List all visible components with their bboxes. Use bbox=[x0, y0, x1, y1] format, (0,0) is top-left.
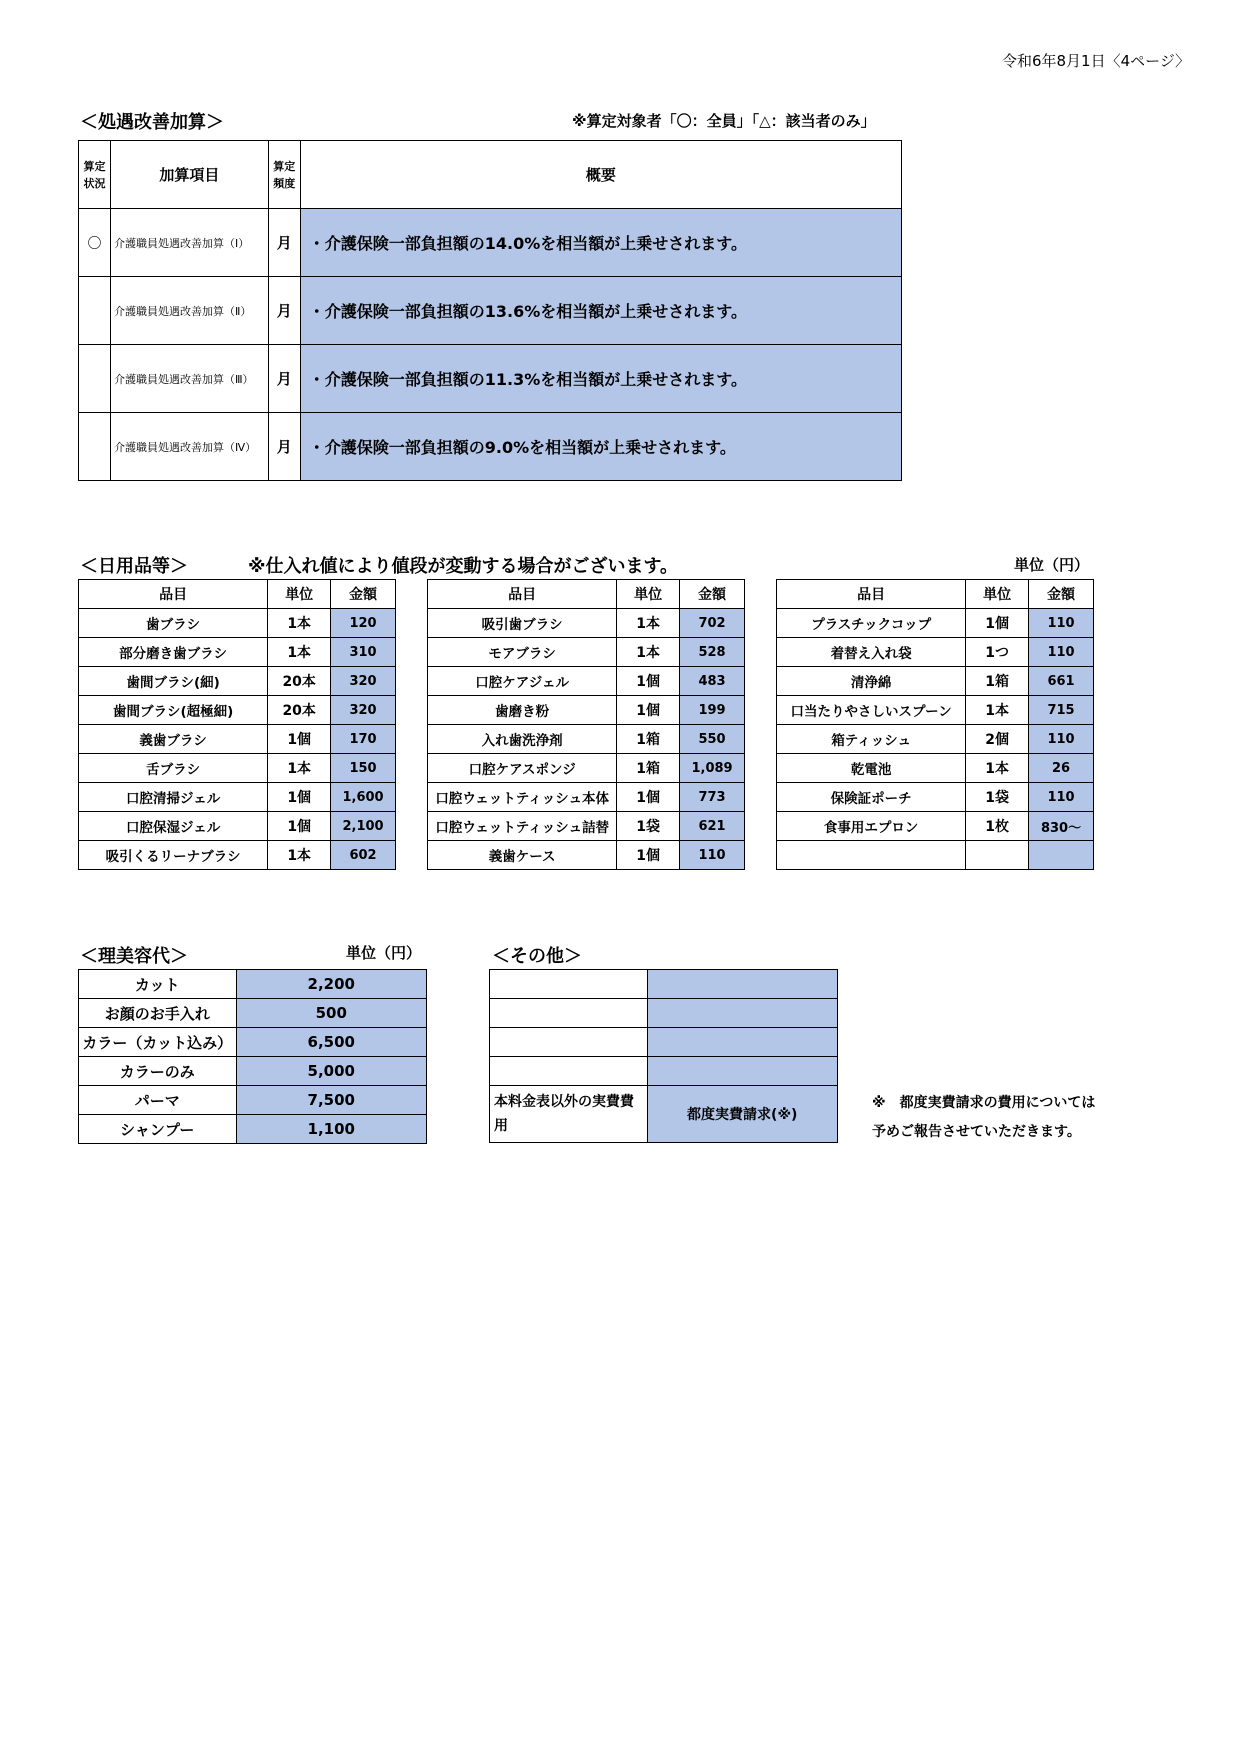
table-row bbox=[79, 1086, 427, 1115]
item-cell: 介護職員処遇改善加算（Ⅲ） bbox=[110, 345, 268, 413]
goods-price: 830〜 bbox=[1029, 812, 1094, 841]
table-row bbox=[79, 1028, 427, 1057]
goods-name: 義歯ケース bbox=[428, 841, 617, 870]
goods-unit: 1箱 bbox=[617, 754, 680, 783]
goods-name: モアブラシ bbox=[428, 638, 617, 667]
goods-name: 義歯ブラシ bbox=[79, 725, 268, 754]
goods-price: 110 bbox=[1029, 783, 1094, 812]
freq-cell: 月 bbox=[268, 209, 300, 277]
goods-price: 1,089 bbox=[680, 754, 745, 783]
table-row bbox=[490, 1086, 838, 1143]
freq-cell: 月 bbox=[268, 277, 300, 345]
goods-price: 320 bbox=[331, 696, 396, 725]
goods-price: 110 bbox=[1029, 638, 1094, 667]
goods-unit: 1本 bbox=[268, 638, 331, 667]
goods-price: 110 bbox=[680, 841, 745, 870]
table-row bbox=[777, 725, 1094, 754]
daily-note: ※仕入れ値により値段が変動する場合がございます。 bbox=[248, 556, 679, 577]
other-footnote-line2: 予めご報告させていただきます。 bbox=[872, 1124, 1081, 1140]
page-date: 令和6年8月1日〈4ページ〉 bbox=[1001, 52, 1190, 70]
goods-name: 部分磨き歯ブラシ bbox=[79, 638, 268, 667]
goods-price: 528 bbox=[680, 638, 745, 667]
goods-price: 702 bbox=[680, 609, 745, 638]
goods-name: 箱ティッシュ bbox=[777, 725, 966, 754]
goods-header-row bbox=[777, 580, 1094, 609]
goods-price: 170 bbox=[331, 725, 396, 754]
goods-unit: 1個 bbox=[617, 841, 680, 870]
other-name bbox=[490, 970, 648, 999]
table-row bbox=[428, 841, 745, 870]
table-row bbox=[79, 345, 902, 413]
goods-unit: 20本 bbox=[268, 667, 331, 696]
goods-price: 26 bbox=[1029, 754, 1094, 783]
barber-service: シャンプー bbox=[79, 1115, 237, 1144]
status-cell bbox=[79, 345, 111, 413]
goods-name: 口腔ケアジェル bbox=[428, 667, 617, 696]
table-row bbox=[79, 667, 396, 696]
goods-unit: 1個 bbox=[966, 609, 1029, 638]
allowance-header-row bbox=[79, 141, 902, 209]
table-row bbox=[777, 841, 1094, 870]
goods-price: 110 bbox=[1029, 725, 1094, 754]
summary-cell: ・介護保険一部負担額の14.0%を相当額が上乗せされます。 bbox=[300, 209, 901, 277]
other-table bbox=[489, 969, 838, 1143]
goods-price: 550 bbox=[680, 725, 745, 754]
goods-price: 110 bbox=[1029, 609, 1094, 638]
goods-price: 310 bbox=[331, 638, 396, 667]
allowance-note: ※算定対象者「〇：全員」「△：該当者のみ」 bbox=[572, 112, 876, 130]
header-price: 金額 bbox=[331, 580, 396, 609]
table-row bbox=[428, 638, 745, 667]
header-unit: 単位 bbox=[268, 580, 331, 609]
header-freq: 算定 頻度 bbox=[268, 141, 300, 209]
barber-price: 5,000 bbox=[236, 1057, 426, 1086]
goods-name: 清浄綿 bbox=[777, 667, 966, 696]
other-name bbox=[490, 1057, 648, 1086]
goods-unit: 1本 bbox=[617, 638, 680, 667]
table-row bbox=[777, 638, 1094, 667]
header-summary: 概要 bbox=[300, 141, 901, 209]
goods-name: 歯間ブラシ(超極細) bbox=[79, 696, 268, 725]
barber-unit-note: 単位（円） bbox=[346, 944, 422, 962]
goods-unit: 1つ bbox=[966, 638, 1029, 667]
freq-cell: 月 bbox=[268, 413, 300, 481]
table-row bbox=[79, 638, 396, 667]
daily-goods-table-2 bbox=[427, 579, 745, 870]
table-row bbox=[777, 609, 1094, 638]
table-row bbox=[79, 696, 396, 725]
goods-unit: 20本 bbox=[268, 696, 331, 725]
table-row bbox=[79, 999, 427, 1028]
table-row bbox=[79, 609, 396, 638]
goods-price: 120 bbox=[331, 609, 396, 638]
header-unit: 単位 bbox=[966, 580, 1029, 609]
table-row bbox=[490, 970, 838, 999]
goods-unit: 1本 bbox=[268, 841, 331, 870]
header-price: 金額 bbox=[680, 580, 745, 609]
goods-name: 口腔清掃ジェル bbox=[79, 783, 268, 812]
status-cell bbox=[79, 413, 111, 481]
header-status: 算定 状況 bbox=[79, 141, 111, 209]
other-value bbox=[647, 970, 837, 999]
barber-service: カラーのみ bbox=[79, 1057, 237, 1086]
goods-unit: 1個 bbox=[268, 725, 331, 754]
table-row bbox=[79, 725, 396, 754]
header-name: 品目 bbox=[777, 580, 966, 609]
goods-unit: 1本 bbox=[966, 696, 1029, 725]
goods-unit: 1本 bbox=[617, 609, 680, 638]
table-row bbox=[79, 413, 902, 481]
goods-name: 舌ブラシ bbox=[79, 754, 268, 783]
goods-unit: 1枚 bbox=[966, 812, 1029, 841]
goods-name: 食事用エプロン bbox=[777, 812, 966, 841]
goods-price bbox=[1029, 841, 1094, 870]
goods-unit: 1本 bbox=[268, 754, 331, 783]
goods-name: 入れ歯洗浄剤 bbox=[428, 725, 617, 754]
table-row bbox=[428, 783, 745, 812]
table-row bbox=[79, 970, 427, 999]
table-row bbox=[79, 1115, 427, 1144]
barber-service: お顔のお手入れ bbox=[79, 999, 237, 1028]
table-row bbox=[777, 696, 1094, 725]
table-row bbox=[777, 754, 1094, 783]
goods-unit: 1個 bbox=[617, 783, 680, 812]
goods-unit: 1袋 bbox=[617, 812, 680, 841]
daily-goods-table-1 bbox=[78, 579, 396, 870]
barber-price: 6,500 bbox=[236, 1028, 426, 1057]
header-item: 加算項目 bbox=[110, 141, 268, 209]
goods-price: 602 bbox=[331, 841, 396, 870]
goods-price: 621 bbox=[680, 812, 745, 841]
goods-name: 保険証ポーチ bbox=[777, 783, 966, 812]
goods-price: 773 bbox=[680, 783, 745, 812]
goods-name: 吸引歯ブラシ bbox=[428, 609, 617, 638]
table-row bbox=[79, 812, 396, 841]
other-value: 都度実費請求(※) bbox=[647, 1086, 837, 1143]
goods-name: 口当たりやさしいスプーン bbox=[777, 696, 966, 725]
barber-price: 7,500 bbox=[236, 1086, 426, 1115]
table-row bbox=[428, 812, 745, 841]
goods-unit: 1個 bbox=[268, 812, 331, 841]
goods-header-row bbox=[79, 580, 396, 609]
other-name: 本料金表以外の実費費用 bbox=[490, 1086, 648, 1143]
goods-price: 150 bbox=[331, 754, 396, 783]
goods-unit: 1個 bbox=[617, 696, 680, 725]
goods-unit: 1箱 bbox=[966, 667, 1029, 696]
goods-unit bbox=[966, 841, 1029, 870]
table-row bbox=[79, 783, 396, 812]
other-footnote-line1: ※ 都度実費請求の費用については bbox=[872, 1095, 1096, 1111]
header-name: 品目 bbox=[428, 580, 617, 609]
goods-unit: 1本 bbox=[268, 609, 331, 638]
goods-name bbox=[777, 841, 966, 870]
goods-name: 口腔保湿ジェル bbox=[79, 812, 268, 841]
goods-unit: 1箱 bbox=[617, 725, 680, 754]
summary-cell: ・介護保険一部負担額の11.3%を相当額が上乗せされます。 bbox=[300, 345, 901, 413]
status-cell bbox=[79, 277, 111, 345]
barber-price: 2,200 bbox=[236, 970, 426, 999]
barber-price: 1,100 bbox=[236, 1115, 426, 1144]
goods-unit: 1個 bbox=[268, 783, 331, 812]
barber-service: カット bbox=[79, 970, 237, 999]
goods-price: 2,100 bbox=[331, 812, 396, 841]
goods-name: 口腔ケアスポンジ bbox=[428, 754, 617, 783]
other-name bbox=[490, 999, 648, 1028]
goods-name: 口腔ウェットティッシュ本体 bbox=[428, 783, 617, 812]
goods-name: 歯磨き粉 bbox=[428, 696, 617, 725]
table-row bbox=[79, 277, 902, 345]
goods-unit: 1個 bbox=[617, 667, 680, 696]
table-row bbox=[428, 725, 745, 754]
other-title: ＜その他＞ bbox=[492, 946, 582, 967]
table-row bbox=[777, 783, 1094, 812]
header-unit: 単位 bbox=[617, 580, 680, 609]
barber-table bbox=[78, 969, 427, 1144]
other-name bbox=[490, 1028, 648, 1057]
barber-price: 500 bbox=[236, 999, 426, 1028]
table-row bbox=[428, 667, 745, 696]
goods-price: 715 bbox=[1029, 696, 1094, 725]
other-value bbox=[647, 1057, 837, 1086]
item-cell: 介護職員処遇改善加算（Ⅳ） bbox=[110, 413, 268, 481]
barber-service: カラー（カット込み） bbox=[79, 1028, 237, 1057]
goods-price: 320 bbox=[331, 667, 396, 696]
goods-name: 歯間ブラシ(細) bbox=[79, 667, 268, 696]
summary-cell: ・介護保険一部負担額の9.0%を相当額が上乗せされます。 bbox=[300, 413, 901, 481]
status-cell: 〇 bbox=[79, 209, 111, 277]
goods-price: 199 bbox=[680, 696, 745, 725]
item-cell: 介護職員処遇改善加算（Ⅱ） bbox=[110, 277, 268, 345]
table-row bbox=[428, 609, 745, 638]
goods-price: 1,600 bbox=[331, 783, 396, 812]
daily-unit-note: 単位（円） bbox=[1014, 556, 1090, 574]
freq-cell: 月 bbox=[268, 345, 300, 413]
goods-unit: 1袋 bbox=[966, 783, 1029, 812]
goods-name: 歯ブラシ bbox=[79, 609, 268, 638]
header-name: 品目 bbox=[79, 580, 268, 609]
table-row bbox=[490, 1028, 838, 1057]
goods-price: 483 bbox=[680, 667, 745, 696]
table-row bbox=[79, 1057, 427, 1086]
daily-title: ＜日用品等＞ bbox=[80, 556, 188, 577]
goods-name: 吸引くるリーナブラシ bbox=[79, 841, 268, 870]
goods-name: 着替え入れ袋 bbox=[777, 638, 966, 667]
goods-unit: 1本 bbox=[966, 754, 1029, 783]
barber-title: ＜理美容代＞ bbox=[80, 946, 188, 967]
table-row bbox=[777, 667, 1094, 696]
table-row bbox=[490, 999, 838, 1028]
table-row bbox=[79, 209, 902, 277]
table-row bbox=[428, 754, 745, 783]
goods-price: 661 bbox=[1029, 667, 1094, 696]
allowance-title: ＜処遇改善加算＞ bbox=[80, 112, 224, 133]
goods-name: プラスチックコップ bbox=[777, 609, 966, 638]
table-row bbox=[490, 1057, 838, 1086]
goods-header-row bbox=[428, 580, 745, 609]
other-value bbox=[647, 999, 837, 1028]
daily-goods-table-3 bbox=[776, 579, 1094, 870]
table-row bbox=[79, 841, 396, 870]
goods-name: 乾電池 bbox=[777, 754, 966, 783]
header-price: 金額 bbox=[1029, 580, 1094, 609]
table-row bbox=[428, 696, 745, 725]
goods-name: 口腔ウェットティッシュ詰替 bbox=[428, 812, 617, 841]
barber-service: パーマ bbox=[79, 1086, 237, 1115]
other-value bbox=[647, 1028, 837, 1057]
table-row bbox=[777, 812, 1094, 841]
goods-unit: 2個 bbox=[966, 725, 1029, 754]
table-row bbox=[79, 754, 396, 783]
item-cell: 介護職員処遇改善加算（Ⅰ） bbox=[110, 209, 268, 277]
allowance-table bbox=[78, 140, 902, 481]
summary-cell: ・介護保険一部負担額の13.6%を相当額が上乗せされます。 bbox=[300, 277, 901, 345]
